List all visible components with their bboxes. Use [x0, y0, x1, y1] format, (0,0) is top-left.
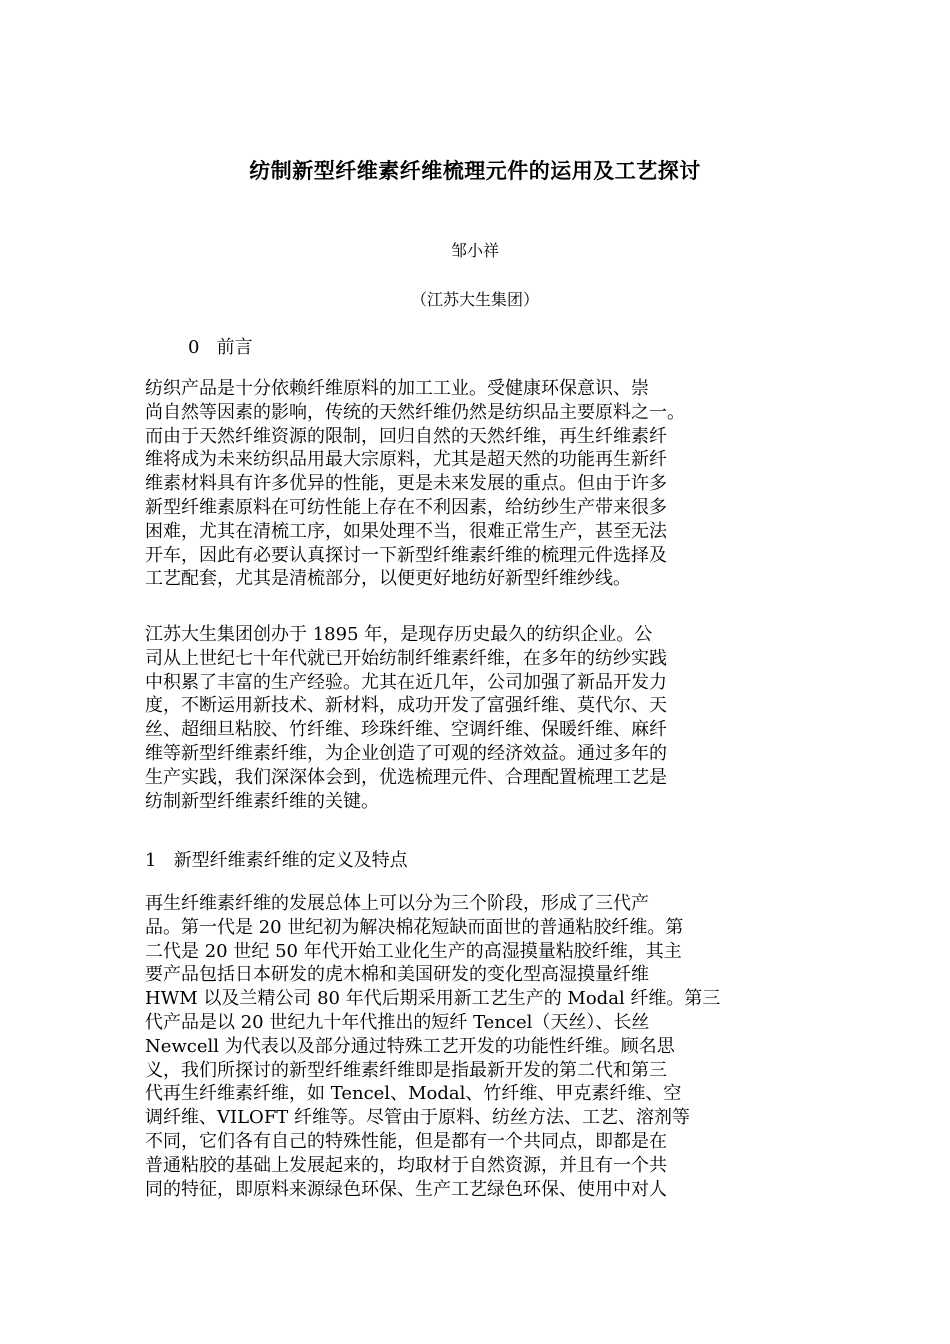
- document-title: 纺制新型纤维素纤维梳理元件的运用及工艺探讨: [249, 159, 701, 183]
- paragraph-intro-1: [145, 377, 805, 591]
- text-line: 工艺配套，尤其是清梳部分，以便更好地纺好新型纤维纱线。: [145, 568, 631, 590]
- text-line: 再生纤维素纤维的发展总体上可以分为三个阶段，形成了三代产: [145, 893, 649, 914]
- text-line: 调纤维、VILOFT 纤维等。尽管由于原料、纺丝方法、工艺、溶剂等: [145, 1107, 691, 1129]
- text-line: HWM 以及兰精公司 80 年代后期采用新工艺生产的 Modal 纤维。第三: [145, 988, 721, 1010]
- text-line: 尚自然等因素的影响，传统的天然纤维仍然是纺织品主要原料之一。: [145, 401, 685, 423]
- text-line: 生产实践，我们深深体会到，优选梳理元件、合理配置梳理工艺是: [145, 766, 667, 788]
- text-line: 开车，因此有必要认真探讨一下新型纤维素纤维的梳理元件选择及: [145, 544, 667, 566]
- text-line: 不同，它们各有自己的特殊性能，但是都有一个共同点，即都是在: [145, 1130, 667, 1152]
- text-line: 普通粘胶的基础上发展起来的，均取材于自然资源，并且有一个共: [145, 1154, 667, 1176]
- text-line: 二代是 20 世纪 50 年代开始工业化生产的高湿摸量粘胶纤维，其主: [145, 940, 682, 962]
- text-line: 纺织产品是十分依赖纤维原料的加工工业。受健康环保意识、崇: [145, 378, 649, 399]
- paragraph-intro-2: [145, 623, 805, 813]
- text-line: 维等新型纤维素纤维，为企业创造了可观的经济效益。通过多年的: [145, 742, 667, 764]
- text-line: 代再生纤维素纤维，如 Tencel、Modal、竹纤维、甲克素纤维、空: [145, 1083, 682, 1105]
- text-line: 纺制新型纤维素纤维的关键。: [145, 790, 379, 812]
- section-heading-preface: 0 前言: [188, 337, 253, 358]
- text-line: 新型纤维素原料在可纺性能上存在不利因素，给纺纱生产带来很多: [145, 496, 667, 518]
- text-line: 江苏大生集团创办于 1895 年，是现存历史最久的纺织企业。公: [145, 624, 653, 645]
- text-line: 要产品包括日本研发的虎木棉和美国研发的变化型高湿摸量纤维: [145, 964, 649, 986]
- text-line: 同的特征，即原料来源绿色环保、生产工艺绿色环保、使用中对人: [145, 1178, 667, 1200]
- text-line: 品。第一代是 20 世纪初为解决棉花短缺而面世的普通粘胶纤维。第: [145, 916, 684, 938]
- text-line: Newcell 为代表以及部分通过特殊工艺开发的功能性纤维。顾名思: [145, 1035, 675, 1057]
- text-line: 困难，尤其在清梳工序，如果处理不当，很难正常生产，甚至无法: [145, 520, 667, 542]
- text-line: 度，不断运用新技术、新材料，成功开发了富强纤维、莫代尔、天: [145, 695, 667, 717]
- section-heading-definition: 1 新型纤维素纤维的定义及特点: [145, 850, 408, 871]
- author-name: 邹小祥: [450, 241, 499, 260]
- text-line: 中积累了丰富的生产经验。尤其在近几年，公司加强了新品开发力: [145, 671, 667, 693]
- author-affiliation: （江苏大生集团）: [410, 290, 539, 309]
- text-line: 而由于天然纤维资源的限制，回归自然的天然纤维，再生纤维素纤: [145, 425, 667, 447]
- text-line: 代产品是以 20 世纪九十年代推出的短纤 Tencel（天丝）、长丝: [145, 1011, 650, 1033]
- text-line: 维素材料具有许多优异的性能，更是未来发展的重点。但由于许多: [145, 473, 667, 495]
- text-line: 丝、超细旦粘胶、竹纤维、珍珠纤维、空调纤维、保暖纤维、麻纤: [145, 719, 667, 741]
- paragraph-definition: [145, 892, 805, 1201]
- text-line: 维将成为未来纺织品用最大宗原料，尤其是超天然的功能再生新纤: [145, 449, 667, 471]
- text-line: 义，我们所探讨的新型纤维素纤维即是指最新开发的第二代和第三: [145, 1059, 667, 1081]
- text-line: 司从上世纪七十年代就已开始纺制纤维素纤维，在多年的纺纱实践: [145, 647, 667, 669]
